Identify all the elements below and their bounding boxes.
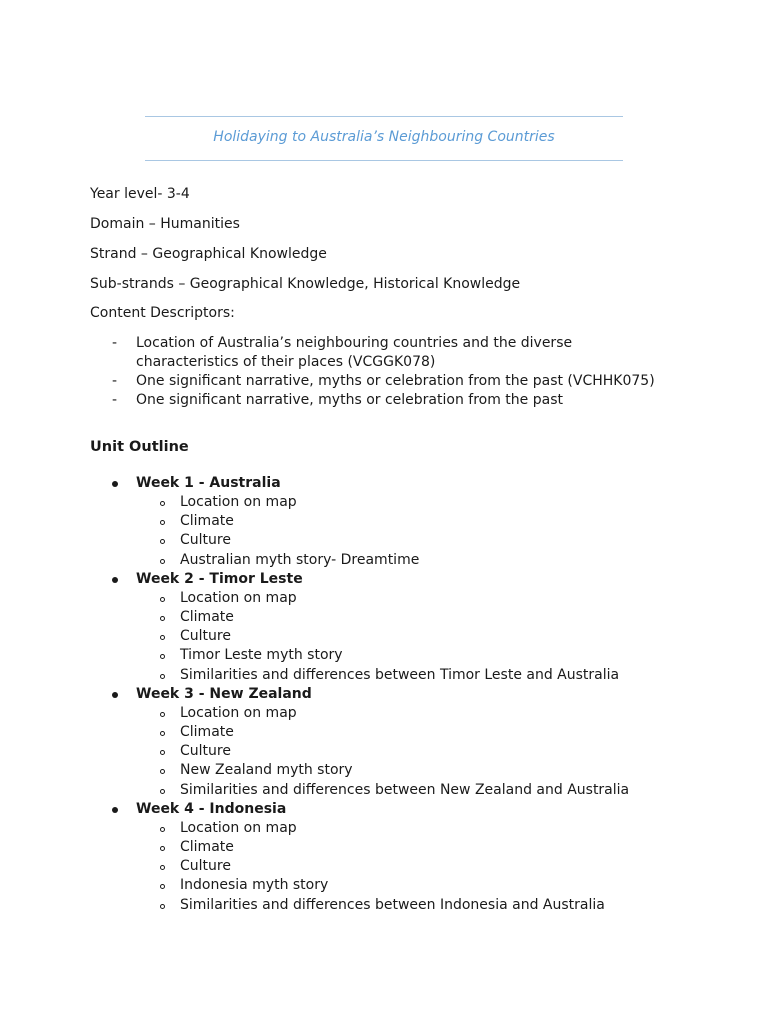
circle-bullet-icon [160, 559, 165, 564]
year-level: Year level- 3-4 [90, 186, 190, 202]
descriptor-item [112, 372, 672, 391]
circle-bullet-icon [160, 865, 165, 870]
circle-bullet-icon [160, 904, 165, 909]
domain-line: Domain – Humanities [90, 216, 240, 232]
topic-text: Timor Leste myth story [180, 647, 343, 664]
week-heading [110, 800, 710, 819]
topic-text: New Zealand myth story [180, 762, 353, 779]
circle-bullet-icon [160, 635, 165, 640]
topic-item [110, 531, 710, 550]
dash-bullet: - [112, 373, 118, 389]
title-rule-top [145, 116, 623, 117]
circle-bullet-icon [160, 712, 165, 717]
week-label: Week 4 - Indonesia [136, 800, 287, 817]
circle-bullet-icon [160, 597, 165, 602]
week-list [110, 474, 710, 915]
topic-item [110, 761, 710, 780]
circle-bullet-icon [160, 827, 165, 832]
week-heading [110, 685, 710, 704]
title-rule-bottom [145, 160, 623, 161]
bullet-icon [112, 481, 118, 487]
document-title: Holidaying to Australia’s Neighbouring Countries [213, 129, 555, 145]
circle-bullet-icon [160, 750, 165, 755]
topic-text: Climate [180, 609, 234, 626]
topic-item [110, 646, 710, 665]
bullet-icon [112, 807, 118, 813]
week-item [110, 570, 710, 685]
week-label: Week 3 - New Zealand [136, 685, 312, 702]
descriptor-text: Location of Australia’s neighbouring countries and the diverse characteristics of their places (VCGGK078) [136, 335, 573, 370]
topic-item [110, 608, 710, 627]
topic-item [110, 781, 710, 800]
bullet-icon [112, 692, 118, 698]
week-topic-list [110, 589, 710, 685]
circle-bullet-icon [160, 654, 165, 659]
circle-bullet-icon [160, 520, 165, 525]
dash-bullet: - [112, 392, 118, 408]
topic-item [110, 876, 710, 895]
unit-outline-heading: Unit Outline [90, 439, 189, 455]
descriptor-item [112, 334, 672, 372]
topic-text: Location on map [180, 494, 297, 510]
topic-text: Australian myth story- Dreamtime [180, 551, 420, 568]
topic-item [110, 551, 710, 570]
circle-bullet-icon [160, 616, 165, 621]
topic-text: Culture [180, 628, 231, 645]
week-label: Week 1 - Australia [136, 475, 281, 491]
topic-text: Climate [180, 839, 234, 856]
topic-text: Climate [180, 513, 234, 530]
circle-bullet-icon [160, 674, 165, 679]
week-item [110, 685, 710, 800]
topic-item [110, 627, 710, 646]
circle-bullet-icon [160, 789, 165, 794]
circle-bullet-icon [160, 884, 165, 889]
circle-bullet-icon [160, 846, 165, 851]
topic-item [110, 589, 710, 608]
topic-text: Location on map [180, 704, 297, 721]
sub-strands-line: Sub-strands – Geographical Knowledge, Historical Knowledge [90, 276, 521, 292]
topic-item [110, 857, 710, 876]
dash-bullet: - [112, 335, 118, 351]
topic-item [110, 838, 710, 857]
topic-text: Culture [180, 532, 231, 549]
week-heading [110, 474, 710, 493]
topic-item [110, 742, 710, 761]
bullet-icon [112, 577, 118, 583]
week-item [110, 800, 710, 915]
week-topic-list [110, 704, 710, 800]
week-topic-list [110, 819, 710, 915]
content-descriptor-list [112, 334, 672, 410]
circle-bullet-icon [160, 501, 165, 506]
descriptor-item [112, 391, 672, 410]
topic-text: Culture [180, 743, 231, 760]
topic-text: Indonesia myth story [180, 877, 329, 894]
topic-item [110, 512, 710, 531]
topic-item [110, 666, 710, 685]
week-label: Week 2 - Timor Leste [136, 570, 303, 587]
content-descriptors-label: Content Descriptors: [90, 305, 235, 321]
topic-item [110, 819, 710, 838]
topic-item [110, 896, 710, 915]
strand-line: Strand – Geographical Knowledge [90, 246, 327, 262]
descriptor-text: One significant narrative, myths or celebration from the past (VCHHK075) [136, 373, 655, 389]
topic-text: Similarities and differences between Indonesia and Australia [180, 896, 605, 913]
topic-text: Location on map [180, 819, 297, 836]
topic-text: Culture [180, 858, 231, 875]
circle-bullet-icon [160, 731, 165, 736]
descriptor-text: One significant narrative, myths or celebration from the past [136, 392, 563, 408]
topic-text: Climate [180, 724, 234, 741]
topic-item [110, 723, 710, 742]
circle-bullet-icon [160, 539, 165, 544]
topic-item [110, 493, 710, 512]
circle-bullet-icon [160, 769, 165, 774]
topic-text: Similarities and differences between Timor Leste and Australia [180, 666, 620, 683]
week-item [110, 474, 710, 570]
topic-text: Similarities and differences between New Zealand and Australia [180, 781, 630, 798]
topic-text: Location on map [180, 589, 297, 606]
week-topic-list [110, 493, 710, 570]
topic-item [110, 704, 710, 723]
week-heading [110, 570, 710, 589]
